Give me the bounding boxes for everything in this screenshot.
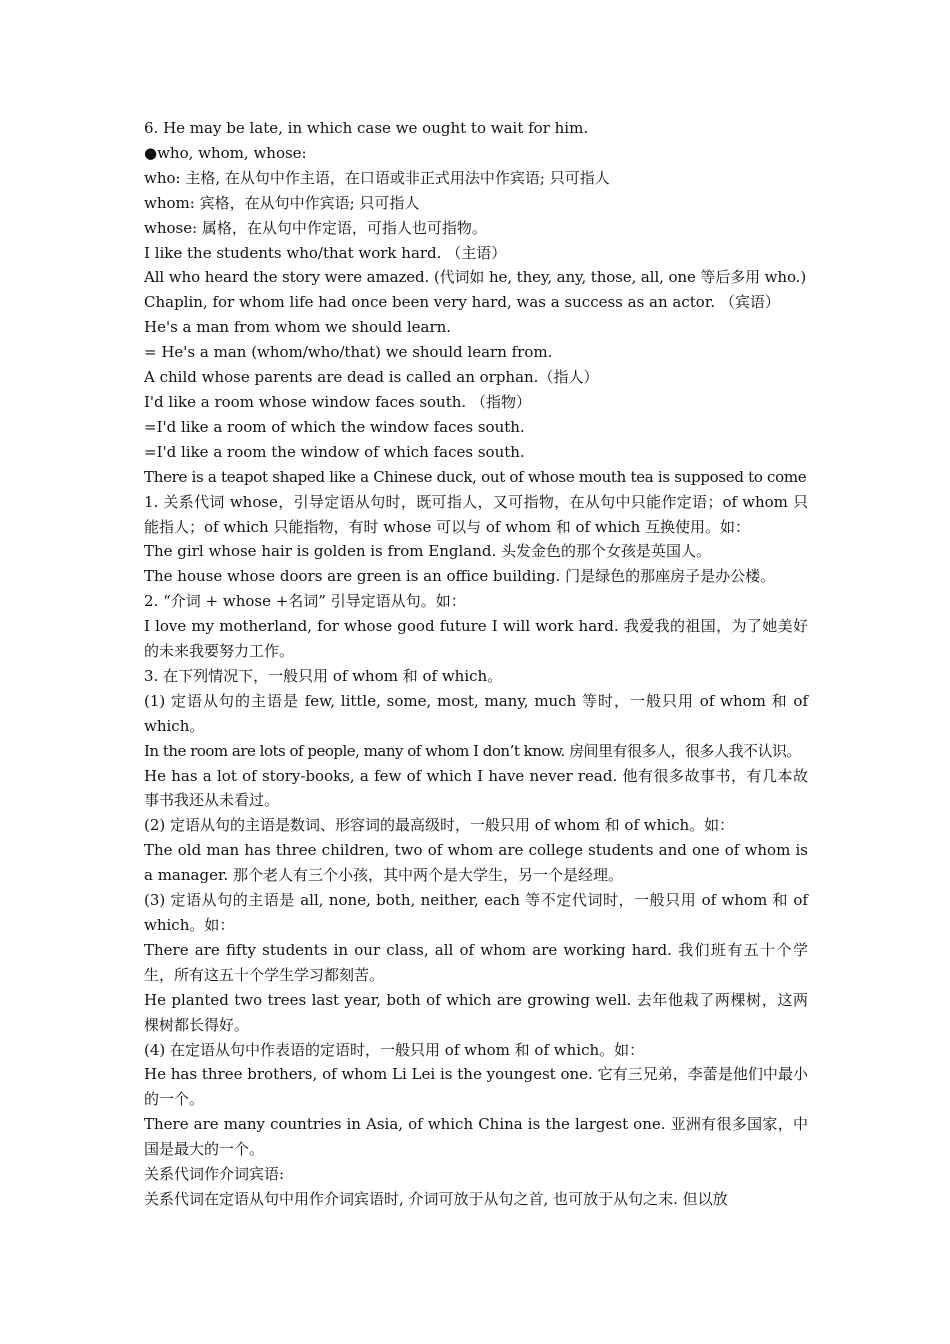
example-sentence: =I'd like a room of which the window faces south. <box>144 417 525 436</box>
section-heading: 关系代词作介词宾语: <box>144 1165 285 1184</box>
section-heading: ●who, whom, whose: <box>144 143 307 162</box>
example-sentence: = He's a man (whom/who/that) we should learn from. <box>144 343 553 362</box>
rule-heading: 3. 在下列情况下，一般只用 of whom 和 of which。 <box>144 666 503 685</box>
rule-paragraph: (2) 定语从句的主语是数词、形容词的最高级时，一般只用 of whom 和 of which。如： <box>144 816 735 835</box>
example-sentence: The girl whose hair is golden is from England. 头发金色的那个女孩是英国人。 <box>144 542 712 561</box>
example-sentence: He planted two trees last year, both of which are growing well. 去年他栽了两棵树，这两棵树都长得好。 <box>144 990 808 1034</box>
example-sentence: There is a teapot shaped like a Chinese duck, out of whose mouth tea is supposed to come <box>144 467 807 486</box>
definition-line: whom: 宾格，在从句中作宾语; 只可指人 <box>144 193 420 212</box>
example-sentence: I love my motherland, for whose good future I will work hard. 我爱我的祖国，为了她美好的未来我要努力工作。 <box>144 617 808 661</box>
example-sentence: There are many countries in Asia, of which China is the largest one. 亚洲有很多国家，中国是最大的一个。 <box>144 1115 808 1159</box>
rule-heading: 2. “介词 + whose +名词” 引导定语从句。如： <box>144 592 466 611</box>
definition-line: who: 主格, 在从句中作主语，在口语或非正式用法中作宾语; 只可指人 <box>144 168 610 187</box>
example-sentence: Chaplin, for whom life had once been very hard, was a success as an actor. （宾语） <box>144 293 780 312</box>
example-sentence: A child whose parents are dead is called an orphan.（指人） <box>144 368 599 387</box>
rule-paragraph: (3) 定语从句的主语是 all, none, both, neither, each 等不定代词时，一般只用 of whom 和 of which。如： <box>144 891 808 934</box>
rule-paragraph: (4) 在定语从句中作表语的定语时，一般只用 of whom 和 of which。如： <box>144 1040 645 1059</box>
example-sentence: The house whose doors are green is an office building. 门是绿色的那座房子是办公楼。 <box>144 567 776 586</box>
rule-paragraph: 1. 关系代词 whose，引导定语从句时，既可指人，又可指物，在从句中只能作定语；of whom 只能指人；of which 只能指物，有时 whose 可以与 of whom 和 of which 互换使用。如： <box>144 492 808 536</box>
example-sentence: 6. He may be late, in which case we ought to wait for him. <box>144 119 589 137</box>
example-sentence: I like the students who/that work hard. （主语） <box>144 243 507 262</box>
example-sentence: He has three brothers, of whom Li Lei is the youngest one. 它有三兄弟，李蕾是他们中最小的一个。 <box>144 1065 808 1109</box>
example-sentence: The old man has three children, two of whom are college students and one of whom is a manager. 那个老人有三个小孩，其中两个是大学生，另一个是经理。 <box>144 841 808 885</box>
document-page <box>144 116 808 1212</box>
example-sentence: =I'd like a room the window of which faces south. <box>144 442 525 461</box>
example-sentence: There are fifty students in our class, all of whom are working hard. 我们班有五十个学生，所有这五十个学生学习都刻苦。 <box>144 940 808 984</box>
example-sentence: I'd like a room whose window faces south. （指物） <box>144 392 531 411</box>
example-sentence: In the room are lots of people, many of whom I don’t know. 房间里有很多人，很多人我不认识。 <box>144 741 802 760</box>
example-sentence: He's a man from whom we should learn. <box>144 318 452 337</box>
example-sentence: All who heard the story were amazed. (代词如 he, they, any, those, all, one 等后多用 who.) <box>144 268 807 287</box>
definition-line: whose: 属格，在从句中作定语，可指人也可指物。 <box>144 218 487 237</box>
rule-paragraph: (1) 定语从句的主语是 few, little, some, most, many, much 等时，一般只用 of whom 和 of which。 <box>144 691 808 735</box>
rule-paragraph: 关系代词在定语从句中用作介词宾语时, 介词可放于从句之首, 也可放于从句之末. 但以放 <box>144 1189 728 1208</box>
example-sentence: He has a lot of story-books, a few of which I have never read. 他有很多故事书，有几本故事书我还从未看过。 <box>144 766 808 810</box>
